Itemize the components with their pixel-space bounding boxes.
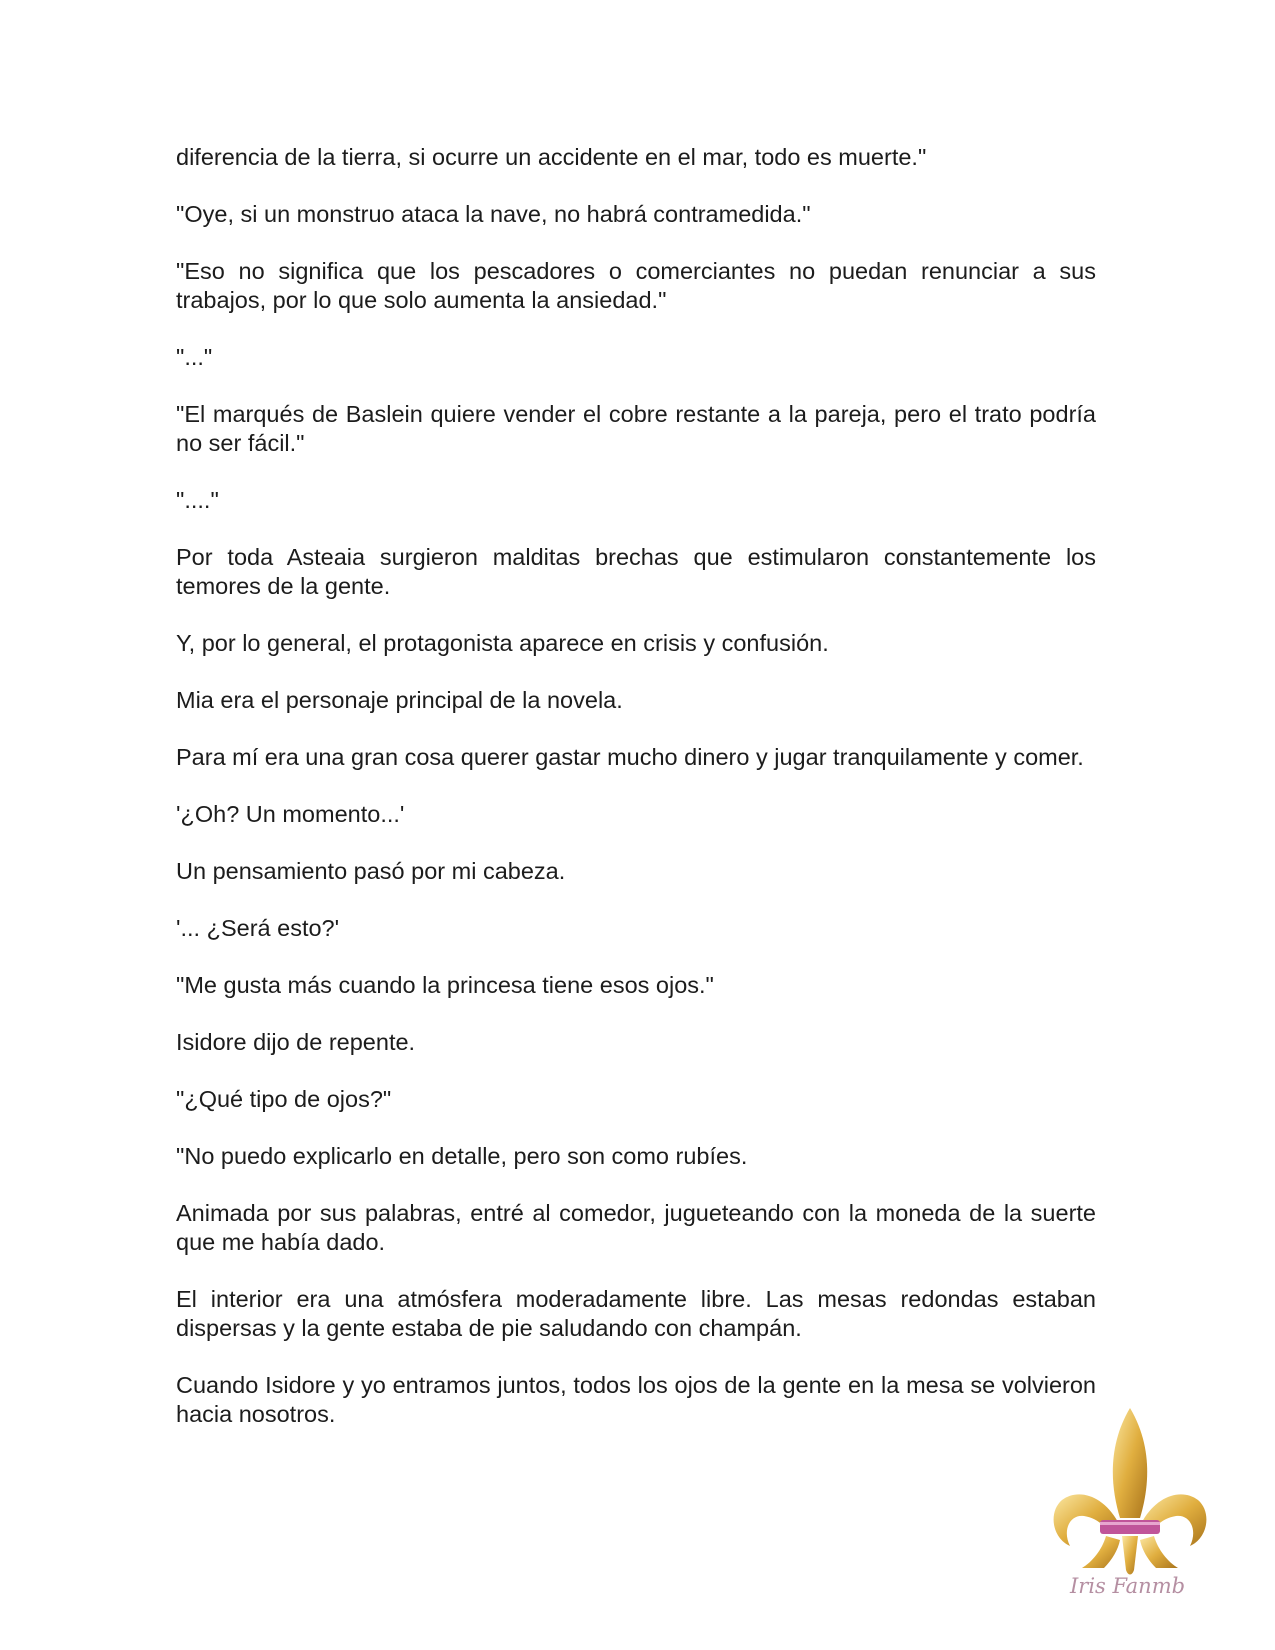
paragraph: "..." [176, 344, 213, 370]
paragraph: Cuando Isidore y yo entramos juntos, todos los ojos de la gente en la mesa se volvieron hacia nosotros. [176, 1372, 1096, 1427]
paragraph: El interior era una atmósfera moderadamente libre. Las mesas redondas estaban dispersas y la gente estaba de pie saludando con champán. [176, 1286, 1096, 1341]
paragraph: Animada por sus palabras, entré al comedor, jugueteando con la moneda de la suerte que me había dado. [176, 1200, 1096, 1255]
paragraph: diferencia de la tierra, si ocurre un accidente en el mar, todo es muerte." [176, 144, 927, 170]
paragraph: Isidore dijo de repente. [176, 1029, 416, 1055]
paragraph: "...." [176, 487, 219, 513]
watermark-signature: Iris Fanmb [1070, 1574, 1186, 1598]
paragraph: "Eso no significa que los pescadores o comerciantes no puedan renunciar a sus trabajos, por lo que solo aumenta la ansiedad." [176, 258, 1096, 313]
paragraph: Y, por lo general, el protagonista aparece en crisis y confusión. [176, 630, 829, 656]
paragraph: Para mí era una gran cosa querer gastar mucho dinero y jugar tranquilamente y comer. [176, 744, 1084, 770]
paragraph: "No puedo explicarlo en detalle, pero son como rubíes. [176, 1143, 748, 1169]
paragraph: "Oye, si un monstruo ataca la nave, no habrá contramedida." [176, 201, 811, 227]
paragraph: "El marqués de Baslein quiere vender el cobre restante a la pareja, pero el trato podría no ser fácil." [176, 401, 1096, 456]
paragraph: Un pensamiento pasó por mi cabeza. [176, 858, 566, 884]
paragraph: Mia era el personaje principal de la novela. [176, 687, 623, 713]
paragraph: Por toda Asteaia surgieron malditas brechas que estimularon constantemente los temores de la gente. [176, 544, 1096, 599]
document-body [176, 143, 1096, 1457]
paragraph: '¿Oh? Un momento...' [176, 801, 405, 827]
paragraph: "¿Qué tipo de ojos?" [176, 1086, 392, 1112]
paragraph: '... ¿Será esto?' [176, 915, 340, 941]
paragraph: "Me gusta más cuando la princesa tiene esos ojos." [176, 972, 714, 998]
